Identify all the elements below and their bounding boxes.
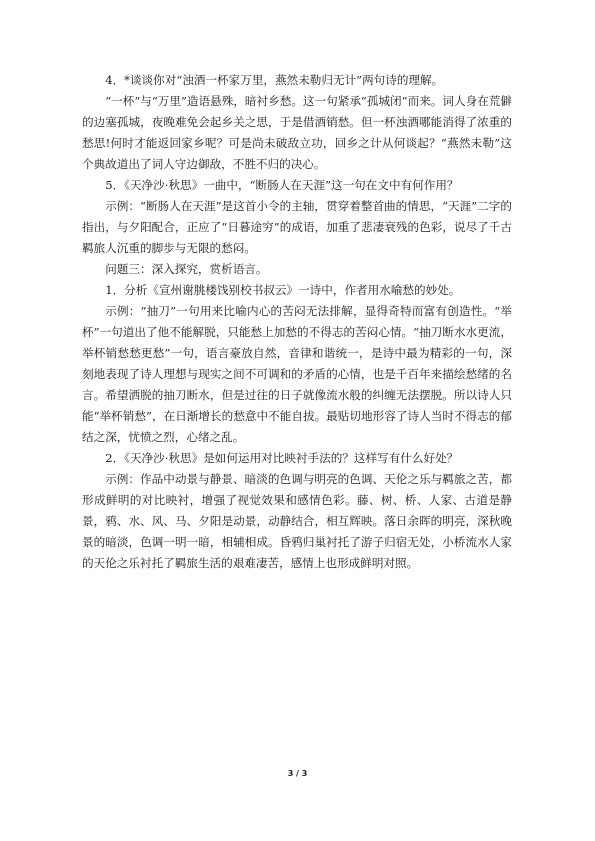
document-body (82, 70, 512, 574)
question-5: 5．《天净沙·秋思》一曲中，“断肠人在天涯”这一句在文中有何作用？ (105, 178, 459, 192)
section-heading-question-3: 问题三：深入探究，赏析语言。 (105, 262, 268, 276)
answer-4: “一杯”与“万里”造语悬殊，暗衬乡愁。这一句紧承“孤城闭”而来。词人身在荒僻的边塞孤城，夜晚难免会起乡关之思，于是借酒销愁。但一杯浊酒哪能消得了浓重的愁思!何时才能返回家乡呢？可是尚未破敌立功，回乡之计从何谈起？“燕然未勒”这个典故道出了词人守边御敌，不胜不归的决心。 (82, 94, 512, 171)
answer-3-2: 示例：作品中动景与静景、暗淡的色调与明亮的色调、天伦之乐与羁旅之苦，都形成鲜明的对比映衬，增强了视觉效果和感情色彩。藤、树、桥、人家、古道是静景，鸦、水、风、马、夕阳是动景，动静结合，相互辉映。落日余晖的明亮，深秋晚景的暗淡，色调一明一暗，相辅相成。昏鸦归巢衬托了游子归宿无处，小桥流水人家的天伦之乐衬托了羁旅生活的艰难凄苦，感情上也形成鲜明对照。 (82, 472, 512, 570)
question-3-1: 1．分析《宣州谢朓楼饯别校书叔云》一诗中，作者用水喻愁的妙处。 (105, 283, 461, 297)
answer-5: 示例：“断肠人在天涯”是这首小令的主轴，贯穿着整首曲的情思，“天涯”二字的指出，与夕阳配合，正应了“日暮途穷”的成语，加重了悲凄衰残的色彩，说尽了千古羁旅人沉重的脚步与无限的愁闷。 (82, 199, 512, 255)
question-3-2: 2．《天净沙·秋思》是如何运用对比映衬手法的？这样写有什么好处？ (105, 451, 459, 465)
answer-3-1: 示例：“抽刀”一句用来比喻内心的苦闷无法排解，显得奇特而富有创造性。“举杯”一句道出了他不能解脱，只能愁上加愁的不得志的苦闷心情。“抽刀断水水更流，举杯销愁愁更愁”一句，语言豪放自然，音律和谐统一，是诗中最为精彩的一句，深刻地表现了诗人理想与现实之间不可调和的矛盾的心情，也是千百年来描绘愁绪的名言。希望洒脱的抽刀断水，但是过往的日子就像流水般的纠缠无法摆脱。所以诗人只能“举杯销愁”，在日渐增长的愁意中不能自拔。最贴切地形容了诗人当时不得志的郁结之深，忧愤之烈，心绪之乱。 (82, 304, 512, 444)
question-4: 4．*谈谈你对“浊酒一杯家万里，燕然未勒归无计”两句诗的理解。 (105, 73, 444, 87)
page-number: 3 / 3 (287, 769, 308, 778)
